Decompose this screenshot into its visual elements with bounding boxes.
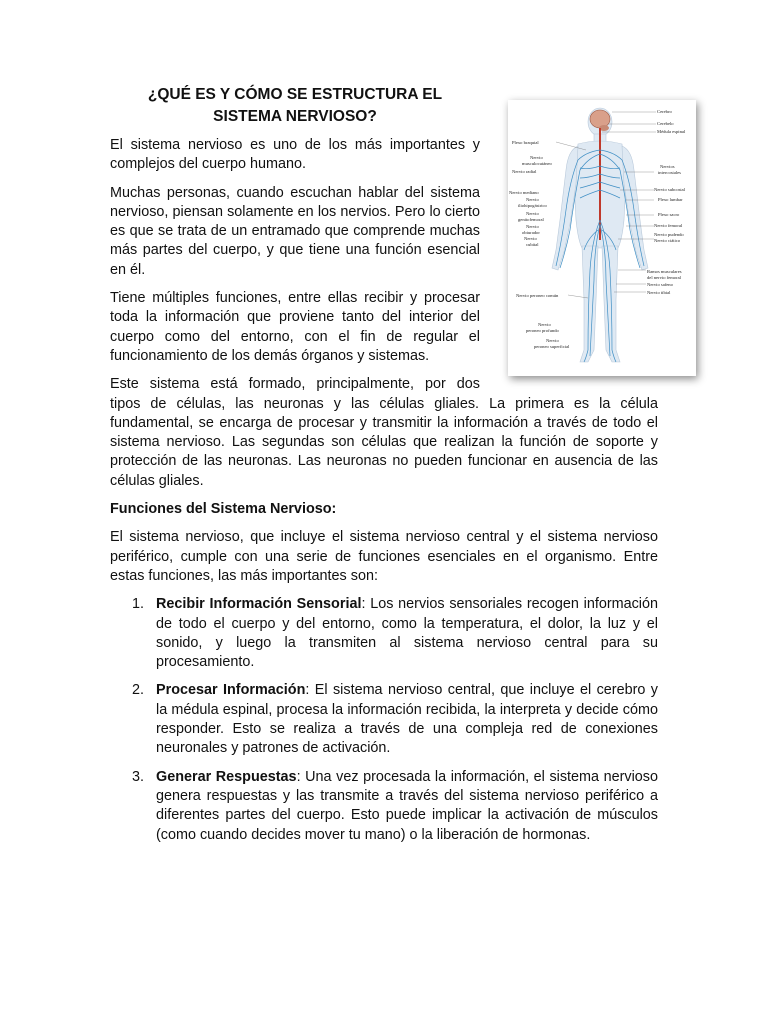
list-item-number: 2. — [132, 682, 145, 699]
list-item-text: : Una vez procesada la información, el sistema nervioso genera respuestas y las transmite a través del sistema nervioso periférico a diferentes partes del cuerpo. Esto puede implicar la activación de músculos (como cuando decides mover tu mano) o la liberación de hormonas. — [156, 768, 658, 843]
label-peroneo-superficial-1: Nervio — [546, 338, 559, 343]
label-ciatico: Nervio ciático — [654, 238, 681, 243]
label-genitofemoral-2: genitofemoral — [518, 217, 544, 222]
label-tibial: Nervio tibial — [647, 290, 671, 295]
label-cubital-1: Nervio — [524, 236, 537, 241]
paragraph-intro: El sistema nervioso es uno de los más importantes y complejos del cuerpo humano. — [110, 137, 480, 173]
section-heading: Funciones del Sistema Nervioso: — [110, 501, 337, 518]
page-title — [110, 84, 480, 128]
label-genitofemoral-1: Nervio — [526, 211, 539, 216]
label-iliohipogastrico-2: iliohipogástrico — [518, 203, 547, 208]
functions-list — [110, 595, 658, 845]
label-cubital-2: cubital — [526, 242, 539, 247]
label-femoral: Nervio femoral — [654, 223, 683, 228]
list-item-text: : El sistema nervioso central, que incluye el cerebro y la médula espinal, procesa la información recibida, la interpreta y decide cómo responder. Esto se realiza a través de una compleja red de conexiones neuronales y patrones de activación. — [156, 682, 658, 757]
label-mediano: Nervio mediano — [509, 190, 539, 195]
paragraph-cells-first-line: Este sistema está formado, principalmente, por dos — [110, 376, 480, 393]
label-cerebelo: Cerebelo — [657, 121, 674, 126]
label-radial: Nervio radial — [512, 169, 537, 174]
list-item — [110, 681, 658, 758]
label-plexo-braquial: Plexo braquial — [512, 140, 539, 145]
label-medula: Médula espinal — [657, 129, 686, 134]
paragraph-cells-rest: tipos de células, las neuronas y las células gliales. La primera es la célula fundamental, se encarga de procesar y transmitir la información a través de todo el sistema nervioso. Las segundas son células que realizan la función de soporte y protección de las neuronas. Las neuronas no pueden funcionar en ausencia de las células gliales. — [110, 395, 658, 489]
list-item-term: Generar Respuestas — [156, 768, 297, 785]
title-line-2: SISTEMA NERVIOSO? — [213, 108, 377, 125]
paragraph-functions-intro: El sistema nervioso, que incluye el sistema nervioso central y el sistema nervioso periférico, cumple con una serie de funciones esenciales en el organismo. Entre estas funciones, las más importantes son: — [110, 529, 658, 584]
label-musculocutaneo-2: musculocutáneo — [522, 161, 552, 166]
label-intercostales-2: intercostales — [658, 170, 681, 175]
label-plexo-lumbar: Plexo lumbar — [658, 197, 683, 202]
label-musculocutaneo-1: Nervio — [530, 155, 543, 160]
paragraph-nerves: Muchas personas, cuando escuchan hablar del sistema nervioso, piensan solamente en los nervios. Pero lo cierto es que se trata de un entramado que comprende muchas más partes del cuerpo, y que tiene una función esencial en él. — [110, 184, 480, 278]
label-intercostales-1: Nervios — [660, 164, 675, 169]
label-cerebro: Cerebro — [657, 109, 672, 114]
label-peroneo-superficial-2: peroneo superficial — [534, 344, 570, 349]
list-item-number: 3. — [132, 768, 145, 785]
list-item-term: Procesar Información — [156, 682, 306, 699]
label-peroneo-profundo-1: Nervio — [538, 322, 551, 327]
paragraph-cells — [110, 375, 658, 491]
label-pudendo: Nervio pudendo — [654, 232, 684, 237]
label-obturador-2: obturador — [522, 230, 540, 235]
list-item-term: Recibir Información Sensorial — [156, 596, 362, 613]
label-subcostal: Nervio subcostal — [654, 187, 686, 192]
list-item — [110, 768, 658, 845]
label-ramos-2: del nervio femoral — [647, 275, 681, 280]
document-body — [110, 84, 658, 854]
label-ramos-1: Ramos musculares — [647, 269, 682, 274]
label-safeno: Nervio safeno — [647, 282, 673, 287]
title-line-1: ¿QUÉ ES Y CÓMO SE ESTRUCTURA EL — [147, 86, 443, 103]
paragraph-functions: Tiene múltiples funciones, entre ellas recibir y procesar toda la información que proviene tanto del interior del cuerpo como del entorno, con el fin de regular el funcionamiento de los demás órganos y sistemas. — [110, 290, 480, 364]
list-item — [110, 595, 658, 672]
label-plexo-sacro: Plexo sacro — [658, 212, 680, 217]
label-peroneo-comun: Nervio peroneo común — [516, 293, 559, 298]
list-item-text: : Los nervios sensoriales recogen información de todo el cuerpo y del entorno, como la temperatura, el dolor, la luz y el sonido, y luego la transmiten al sistema nervioso central para su procesamiento. — [156, 596, 659, 671]
label-iliohipogastrico-1: Nervio — [526, 197, 539, 202]
label-peroneo-profundo-2: peroneo profundo — [526, 328, 559, 333]
label-obturador-1: Nervio — [526, 224, 539, 229]
list-item-number: 1. — [132, 596, 145, 613]
